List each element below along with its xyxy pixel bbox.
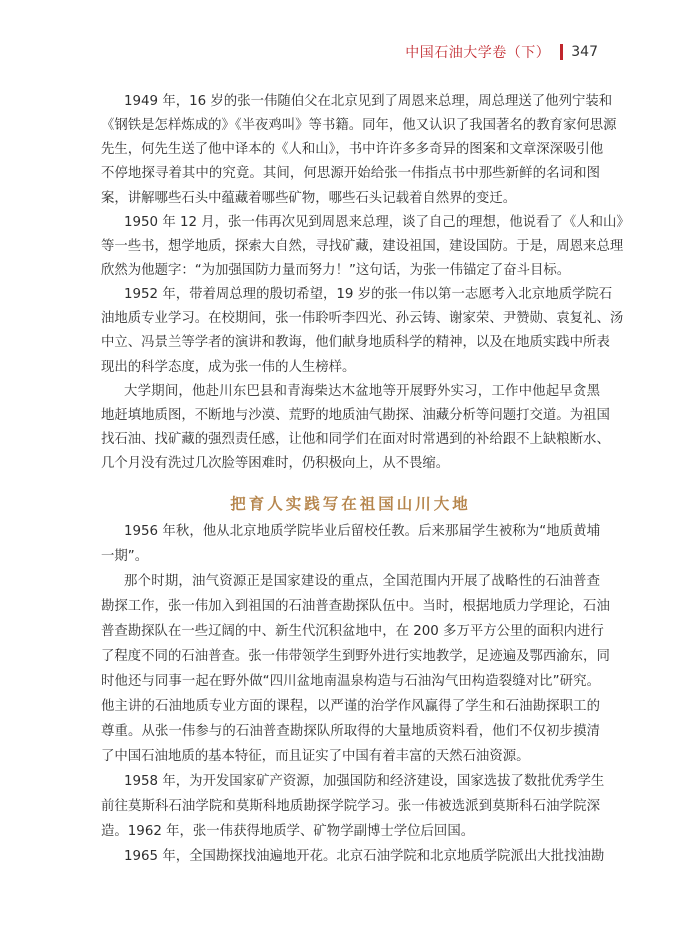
text-line: 一期”。: [101, 549, 149, 564]
paragraph: [101, 380, 610, 477]
paragraph: [101, 90, 617, 211]
text-line: 欣然为他题字：“为加强国防力量而努力！”这句话，为张一伟锚定了奋斗目标。: [101, 262, 571, 278]
text-line: 时他还与同事一起在野外做“四川盆地南温泉构造与石油沟气田构造裂缝对比”研究。: [101, 674, 600, 689]
text-line: 《钢铁是怎样炼成的》《半夜鸡叫》等书籍。同年，他又认识了我国著名的教育家何思源: [101, 118, 617, 134]
text-line: 大学期间，他赴川东巴县和青海柴达木盆地等开展野外实习，工作中他起早贪黑: [124, 383, 600, 399]
text-line: 地赶填地质图，不断地与沙漠、荒野的地质油气勘探、油藏分析等问题打交道。为祖国: [101, 407, 610, 423]
paragraph: [101, 769, 605, 844]
body-text-bottom: [101, 519, 610, 869]
text-line: 普查勘探队在一些辽阔的中、新生代沉积盆地中，在 200 多万平方公里的面积内进行: [101, 624, 604, 639]
text-line: 他主讲的石油地质专业方面的课程，以严谨的治学作风赢得了学生和石油勘探职工的: [101, 699, 600, 714]
text-line: 1956 年秋，他从北京地质学院毕业后留校任教。后来那届学生被称为“地质黄埔: [124, 524, 600, 539]
text-line: 1950 年 12 月，张一伟再次见到周恩来总理，谈了自己的理想，他说看了《人和山》: [124, 214, 630, 230]
header-divider: [560, 44, 563, 60]
text-line: 了程度不同的石油普查。张一伟带领学生到野外进行实地教学，足迹遍及鄂西渝东，同: [101, 649, 610, 664]
text-line: 等一些书，想学地质，探索大自然，寻找矿藏，建设祖国，建设国防。于是，周恩来总理: [101, 238, 624, 254]
section-heading: 把育人实践写在祖国山川大地: [230, 494, 471, 513]
paragraph: [101, 211, 630, 283]
book-title: 中国石油大学卷（下）: [405, 45, 551, 61]
text-line: 现出的科学态度，成为张一伟的人生榜样。: [101, 359, 356, 375]
text-line: 找石油、找矿藏的强烈责任感，让他和同学们在面对时常遇到的补给跟不上缺粮断水、: [101, 431, 610, 447]
paragraph: [101, 519, 600, 569]
running-header: [405, 43, 598, 61]
text-line: 尊重。从张一伟参与的石油普查勘探队所取得的大量地质资料看，他们不仅初步摸清: [101, 724, 600, 739]
text-line: 勘探工作，张一伟加入到祖国的石油普查勘探队伍中。当时，根据地质力学理论，石油: [101, 599, 610, 614]
text-line: 中立、冯景兰等学者的演讲和教诲，他们献身地质科学的精神，以及在地质实践中所表: [101, 335, 610, 351]
text-line: 不停地探寻着其中的究竟。其间，何思源开始给张一伟指点书中那些新鲜的名词和图: [101, 166, 600, 182]
paragraph: [101, 283, 624, 380]
text-line: 了中国石油地质的基本特征，而且证实了中国有着丰富的天然石油资源。: [101, 749, 530, 764]
paragraph: [101, 844, 605, 869]
text-line: 1958 年，为开发国家矿产资源，加强国防和经济建设，国家选拔了数批优秀学生: [124, 774, 605, 789]
text-line: 几个月没有洗过几次脸等困难时，仍积极向上，从不畏缩。: [101, 456, 450, 472]
text-line: 前往莫斯科石油学院和莫斯科地质勘探学院学习。张一伟被选派到莫斯科石油学院深: [101, 799, 600, 814]
paragraph: [101, 569, 610, 769]
text-line: 1965 年，全国勘探找油遍地开花。北京石油学院和北京地质学院派出大批找油勘: [124, 849, 605, 864]
text-line: 造。1962 年，张一伟获得地质学、矿物学副博士学位后回国。: [101, 824, 475, 839]
body-text-top: [101, 90, 630, 476]
text-line: 先生，何先生送了他中译本的《人和山》，书中许许多多奇异的图案和文章深深吸引他: [101, 142, 604, 158]
page-number: 347: [571, 44, 598, 60]
text-line: 油地质专业学习。在校期间，张一伟聆听李四光、孙云铸、谢家荣、尹赞勋、袁复礼、汤: [101, 311, 624, 327]
text-line: 1949 年，16 岁的张一伟随伯父在北京见到了周恩来总理，周总理送了他列宁装和: [124, 94, 613, 109]
text-line: 那个时期，油气资源正是国家建设的重点，全国范围内开展了战略性的石油普查: [124, 574, 600, 589]
text-line: 案，讲解哪些石头中蕴藏着哪些矿物，哪些石头记载着自然界的变迁。: [101, 190, 517, 206]
text-line: 1952 年，带着周总理的殷切希望，19 岁的张一伟以第一志愿考入北京地质学院石: [124, 287, 613, 303]
